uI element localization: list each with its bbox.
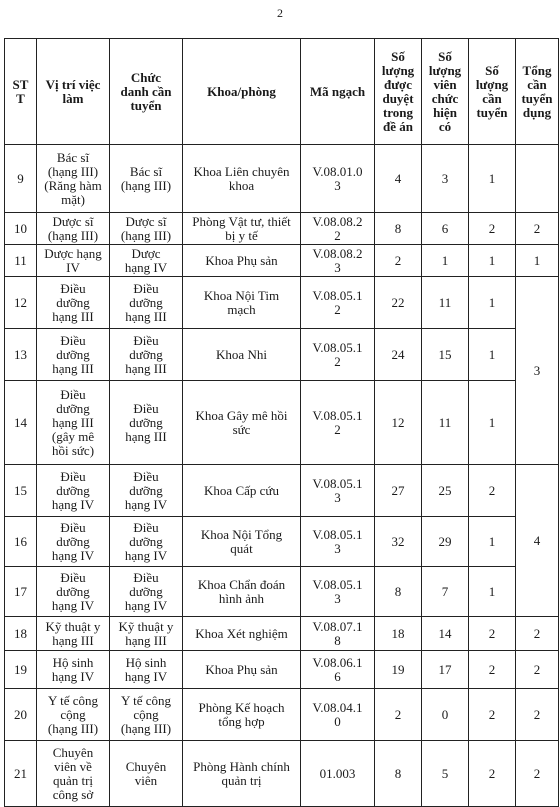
cell-position: Điều dưỡng hạng IV (37, 465, 110, 517)
header-position: Vị trí việc làm (37, 39, 110, 145)
cell-department: Phòng Vật tư, thiết bị y tế (183, 213, 301, 245)
recruitment-table (4, 38, 559, 807)
cell-total: 1 (516, 245, 559, 277)
page-number: 2 (277, 6, 283, 20)
cell-stt: 12 (5, 277, 37, 329)
table-row (5, 617, 559, 651)
cell-title: Điều dưỡng hạng IV (110, 517, 183, 567)
cell-department: Khoa Nội Tổng quát (183, 517, 301, 567)
cell-needed: 2 (469, 213, 516, 245)
cell-title: Bác sĩ (hạng III) (110, 145, 183, 213)
cell-code: 01.003 (301, 741, 375, 807)
cell-stt: 17 (5, 567, 37, 617)
cell-total: 2 (516, 741, 559, 807)
cell-title: Chuyên viên (110, 741, 183, 807)
table-row (5, 689, 559, 741)
cell-approved: 2 (375, 245, 422, 277)
cell-title: Điều dưỡng hạng IV (110, 465, 183, 517)
cell-needed: 2 (469, 465, 516, 517)
cell-existing: 6 (422, 213, 469, 245)
cell-approved: 8 (375, 213, 422, 245)
cell-department: Khoa Liên chuyên khoa (183, 145, 301, 213)
cell-stt: 20 (5, 689, 37, 741)
cell-position: Dược hạng IV (37, 245, 110, 277)
cell-approved: 8 (375, 741, 422, 807)
cell-code: V.08.04.1 0 (301, 689, 375, 741)
cell-needed: 1 (469, 381, 516, 465)
cell-stt: 14 (5, 381, 37, 465)
table-row (5, 381, 559, 465)
cell-existing: 7 (422, 567, 469, 617)
header-stt: ST T (5, 39, 37, 145)
cell-existing: 1 (422, 245, 469, 277)
cell-needed: 1 (469, 567, 516, 617)
cell-stt: 13 (5, 329, 37, 381)
cell-code: V.08.08.2 2 (301, 213, 375, 245)
cell-code: V.08.05.1 2 (301, 277, 375, 329)
table-row (5, 329, 559, 381)
table-row (5, 567, 559, 617)
cell-needed: 2 (469, 741, 516, 807)
cell-total (516, 145, 559, 213)
cell-position: Điều dưỡng hạng IV (37, 567, 110, 617)
cell-stt: 15 (5, 465, 37, 517)
cell-needed: 2 (469, 689, 516, 741)
cell-position: Hộ sinh hạng IV (37, 651, 110, 689)
cell-needed: 1 (469, 245, 516, 277)
table-row (5, 651, 559, 689)
cell-code: V.08.05.1 3 (301, 517, 375, 567)
cell-total-merged: 4 (516, 465, 559, 617)
cell-approved: 2 (375, 689, 422, 741)
cell-code: V.08.01.0 3 (301, 145, 375, 213)
cell-total: 2 (516, 617, 559, 651)
cell-code: V.08.05.1 3 (301, 567, 375, 617)
header-total: Tổng cần tuyển dụng (516, 39, 559, 145)
cell-stt: 21 (5, 741, 37, 807)
cell-stt: 16 (5, 517, 37, 567)
table-row (5, 145, 559, 213)
cell-position: Điều dưỡng hạng IV (37, 517, 110, 567)
cell-code: V.08.08.2 3 (301, 245, 375, 277)
cell-code: V.08.06.1 6 (301, 651, 375, 689)
cell-stt: 11 (5, 245, 37, 277)
cell-title: Dược hạng IV (110, 245, 183, 277)
table-row (5, 245, 559, 277)
cell-department: Khoa Xét nghiệm (183, 617, 301, 651)
cell-department: Khoa Gây mê hồi sức (183, 381, 301, 465)
cell-stt: 9 (5, 145, 37, 213)
cell-total-merged: 3 (516, 277, 559, 465)
cell-existing: 15 (422, 329, 469, 381)
cell-needed: 2 (469, 651, 516, 689)
cell-total: 2 (516, 213, 559, 245)
cell-total: 2 (516, 651, 559, 689)
cell-approved: 19 (375, 651, 422, 689)
cell-department: Khoa Nhi (183, 329, 301, 381)
cell-approved: 24 (375, 329, 422, 381)
cell-existing: 11 (422, 277, 469, 329)
cell-code: V.08.05.1 3 (301, 465, 375, 517)
cell-existing: 0 (422, 689, 469, 741)
cell-department: Khoa Phụ sản (183, 651, 301, 689)
cell-department: Phòng Kế hoạch tổng hợp (183, 689, 301, 741)
cell-approved: 27 (375, 465, 422, 517)
cell-existing: 5 (422, 741, 469, 807)
cell-existing: 17 (422, 651, 469, 689)
cell-position: Điều dưỡng hạng III (37, 277, 110, 329)
cell-department: Khoa Nội Tim mạch (183, 277, 301, 329)
cell-title: Điều dưỡng hạng III (110, 277, 183, 329)
cell-existing: 11 (422, 381, 469, 465)
cell-title: Kỹ thuật y hạng III (110, 617, 183, 651)
cell-position: Y tế công cộng (hạng III) (37, 689, 110, 741)
cell-approved: 8 (375, 567, 422, 617)
cell-approved: 4 (375, 145, 422, 213)
cell-position: Điều dưỡng hạng III (37, 329, 110, 381)
header-approved: Số lượng được duyệt trong đề án (375, 39, 422, 145)
cell-position: Chuyên viên về quản trị công sở (37, 741, 110, 807)
cell-department: Khoa Phụ sản (183, 245, 301, 277)
cell-existing: 25 (422, 465, 469, 517)
table-row (5, 517, 559, 567)
cell-department: Khoa Cấp cứu (183, 465, 301, 517)
header-row (5, 39, 559, 145)
header-existing: Số lượng viên chức hiện có (422, 39, 469, 145)
cell-needed: 1 (469, 277, 516, 329)
table-row (5, 277, 559, 329)
cell-approved: 22 (375, 277, 422, 329)
header-department: Khoa/phòng (183, 39, 301, 145)
cell-approved: 32 (375, 517, 422, 567)
cell-title: Điều dưỡng hạng IV (110, 567, 183, 617)
cell-needed: 1 (469, 145, 516, 213)
cell-needed: 1 (469, 517, 516, 567)
cell-approved: 12 (375, 381, 422, 465)
cell-existing: 29 (422, 517, 469, 567)
cell-code: V.08.05.1 2 (301, 381, 375, 465)
cell-total: 2 (516, 689, 559, 741)
cell-title: Điều dưỡng hạng III (110, 381, 183, 465)
cell-position: Điều dưỡng hạng III (gây mê hồi sức) (37, 381, 110, 465)
cell-approved: 18 (375, 617, 422, 651)
cell-title: Y tế công cộng (hạng III) (110, 689, 183, 741)
cell-title: Hộ sinh hạng IV (110, 651, 183, 689)
table-row (5, 465, 559, 517)
header-code: Mã ngạch (301, 39, 375, 145)
cell-title: Điều dưỡng hạng III (110, 329, 183, 381)
header-title: Chức danh cần tuyển (110, 39, 183, 145)
table-row (5, 213, 559, 245)
cell-department: Phòng Hành chính quản trị (183, 741, 301, 807)
cell-existing: 14 (422, 617, 469, 651)
cell-title: Dược sĩ (hạng III) (110, 213, 183, 245)
cell-position: Kỹ thuật y hạng III (37, 617, 110, 651)
cell-position: Dược sĩ (hạng III) (37, 213, 110, 245)
cell-stt: 10 (5, 213, 37, 245)
cell-stt: 18 (5, 617, 37, 651)
cell-stt: 19 (5, 651, 37, 689)
cell-needed: 2 (469, 617, 516, 651)
cell-department: Khoa Chẩn đoán hình ảnh (183, 567, 301, 617)
header-needed: Số lượng cần tuyển (469, 39, 516, 145)
cell-needed: 1 (469, 329, 516, 381)
cell-existing: 3 (422, 145, 469, 213)
cell-code: V.08.05.1 2 (301, 329, 375, 381)
cell-code: V.08.07.1 8 (301, 617, 375, 651)
cell-position: Bác sĩ (hạng III) (Răng hàm mặt) (37, 145, 110, 213)
